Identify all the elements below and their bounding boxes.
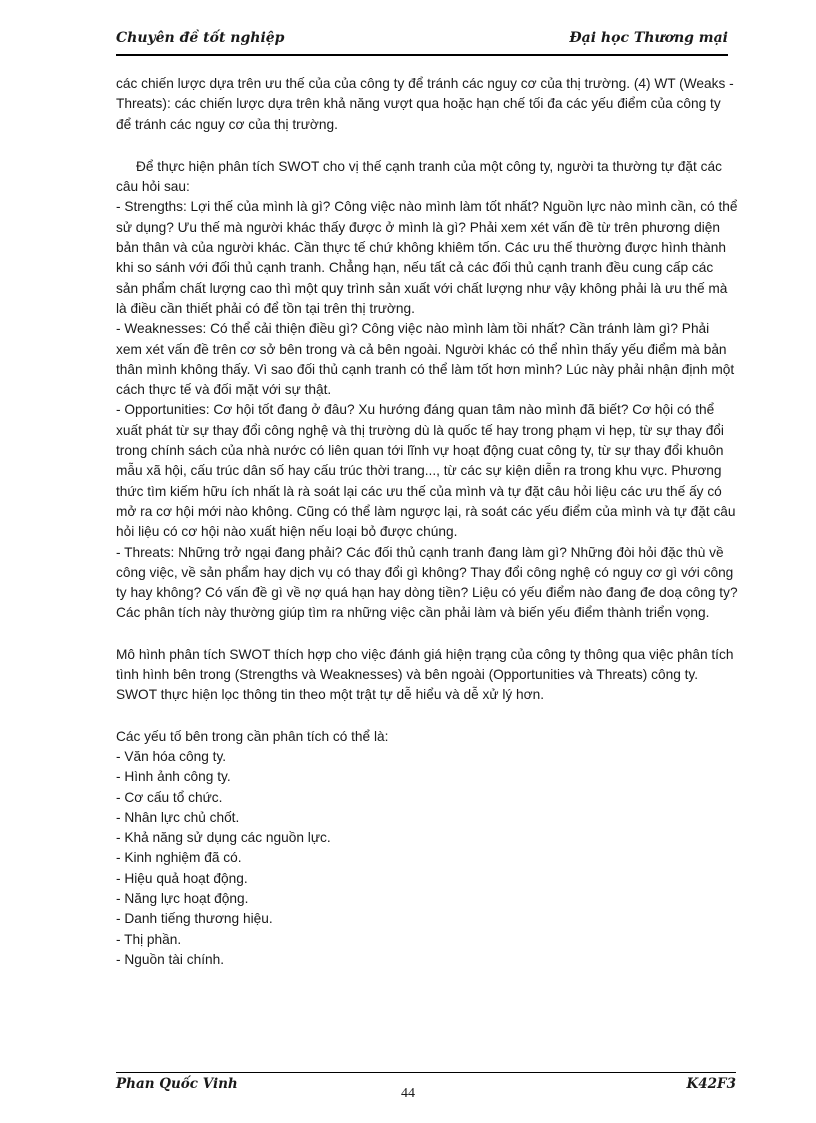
paragraph-strategies: các chiến lược dựa trên ưu thế của của công ty để tránh các nguy cơ của thị trường. (4) WT (Weaks - Threats): các chiến lược dựa trên khả năng vượt qua hoặc hạn chế tối đa các yếu điểm của công ty để tránh các nguy cơ của thị trường. <box>116 76 734 132</box>
paragraph-swot-intro: Để thực hiện phân tích SWOT cho vị thế cạnh tranh của một công ty, người ta thường tự đặt các câu hỏi sau: <box>116 158 722 195</box>
paragraph-swot-model: Mô hình phân tích SWOT thích hợp cho việc đánh giá hiện trạng của công ty thông qua việc phân tích tình hình bên trong (Strengths và Weaknesses) và bên ngoài (Opportunities và Threats) công ty. SWOT thực hiện lọc thông tin theo một trật tự dễ hiểu và dễ xử lý hơn. <box>116 646 734 703</box>
internal-factors-list <box>116 747 738 970</box>
list-item: - Nguồn tài chính. <box>116 951 225 967</box>
list-item: - Hiệu quả hoạt động. <box>116 870 248 886</box>
page-number: 44 <box>401 1086 415 1101</box>
header-rule <box>116 54 728 56</box>
list-item: - Năng lực hoạt động. <box>116 890 249 906</box>
list-item: - Danh tiếng thương hiệu. <box>116 911 273 927</box>
spacer <box>116 624 738 645</box>
list-item: - Cơ cấu tổ chức. <box>116 789 223 805</box>
paragraph-threats: - Threats: Những trở ngại đang phải? Các đối thủ cạnh tranh đang làm gì? Những đòi hỏi đặc thù về công việc, về sản phẩm hay dịch vụ có thay đổi gì không? Thay đổi công nghệ có nguy cơ gì với công ty hay không? Có vấn đề gì về nợ quá hạn hay dòng tiền? Liệu có yếu điểm nào đang đe doạ công ty? Các phân tích này thường giúp tìm ra những việc cần phải làm và biến yếu điểm thành triển vọng. <box>116 544 738 621</box>
spacer <box>116 706 738 727</box>
list-item: - Kinh nghiệm đã có. <box>116 850 242 866</box>
list-item: - Hình ảnh công ty. <box>116 769 231 785</box>
list-item: - Nhân lực chủ chốt. <box>116 809 240 825</box>
list-item: - Văn hóa công ty. <box>116 748 227 764</box>
list-item: - Thị phần. <box>116 931 182 947</box>
footer-rule <box>116 1072 736 1073</box>
list-intro: Các yếu tố bên trong cần phân tích có thể là: <box>116 728 389 744</box>
footer-author: Phan Quốc Vinh <box>116 1076 238 1092</box>
paragraph-opportunities: - Opportunities: Cơ hội tốt đang ở đâu? Xu hướng đáng quan tâm nào mình đã biết? Cơ hội có thể xuất phát từ sự thay đổi công nghệ và thị trường dù là quốc tế hay trong phạm vi hẹp, từ sự thay đổi trong chính sách của nhà nước có liên quan tới lĩnh vự hoạt động cuat công ty, từ sự thay đổi khuôn mẫu xã hội, cấu trúc dân số hay cấu trúc thời trang..., từ các sự kiện diễn ra trong khu vực. Phương thức tìm kiếm hữu ích nhất là rà soát lại các ưu thế của mình và tự đặt câu hỏi liệu các ưu thế ấy có mở ra cơ hội mới nào không. Cũng có thể làm ngược lại, rà soát các yếu điểm của mình và tự đặt câu hỏi liệu có cơ hội nào xuất hiện nếu loại bỏ được chúng. <box>116 402 736 540</box>
paragraph-weaknesses: - Weaknesses: Có thể cải thiện điều gì? Công việc nào mình làm tồi nhất? Cần tránh làm gì? Phải xem xét vấn đề trên cơ sở bên trong và cả bên ngoài. Người khác có thể nhìn thấy yếu điểm mà bản thân mình không thấy. Vì sao đối thủ cạnh tranh có thể làm tốt hơn mình? Lúc này phải nhận định một cách thực tế và đối mặt với sự thật. <box>116 321 735 398</box>
list-item: - Khả năng sử dụng các nguồn lực. <box>116 830 331 846</box>
header-left-title: Chuyên đề tốt nghiệp <box>116 30 285 46</box>
spacer <box>116 135 738 157</box>
footer-class-code: K42F3 <box>686 1076 736 1092</box>
paragraph-strengths: - Strengths: Lợi thế của mình là gì? Công việc nào mình làm tốt nhất? Nguồn lực nào mình cần, có thể sử dụng? Ưu thế mà người khác thấy được ở mình là gì? Phải xem xét vấn đề từ trên phương diện bản thân và của người khác. Cần thực tế chứ không khiêm tốn. Các ưu thế thường được hình thành khi so sánh với đối thủ cạnh tranh. Chẳng hạn, nếu tất cả các đối thủ cạnh tranh đều cung cấp các sản phẩm chất lượng cao thì một quy trình sản xuất với chất lượng như vậy không phải là ưu thế mà là điều cần thiết phải có để tồn tại trên thị trường. <box>116 199 738 316</box>
page-body <box>116 74 738 970</box>
header-right-title: Đại học Thương mại <box>569 30 728 46</box>
page-header <box>116 30 728 50</box>
